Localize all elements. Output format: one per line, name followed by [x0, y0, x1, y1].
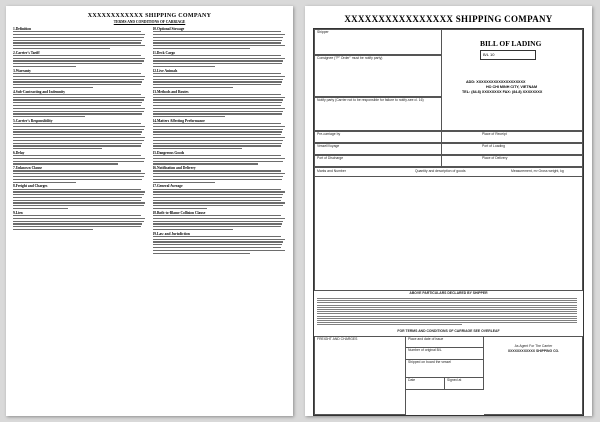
text-line — [153, 179, 282, 180]
text-line — [13, 87, 93, 88]
text-line — [13, 97, 145, 98]
port-of-discharge-box — [314, 155, 442, 167]
text-line — [13, 31, 141, 32]
text-line — [13, 200, 141, 201]
text-line — [153, 215, 281, 216]
text-line — [13, 223, 142, 224]
text-line — [153, 34, 285, 35]
shipper-box — [314, 29, 442, 55]
text-line — [153, 221, 284, 222]
bill-number-box — [480, 50, 536, 60]
bill-number: B/L 10 — [483, 52, 495, 57]
clause-heading: 15.Dangerous Goods — [152, 150, 185, 155]
text-line — [153, 218, 285, 219]
text-line — [153, 140, 284, 141]
text-line — [153, 108, 285, 109]
address-line-3: TEL: (84.8) XXXXXXXX FAX: (84.8) XXXXXXXX — [462, 90, 543, 94]
clause-heading: 5.Carrier's Responsibility — [13, 118, 53, 123]
text-line — [153, 48, 250, 49]
text-line — [153, 202, 285, 203]
fine-print-line — [317, 320, 577, 321]
text-line — [153, 247, 281, 248]
clause-heading: 6.Delay — [13, 150, 25, 155]
text-line — [13, 34, 145, 35]
text-line — [13, 202, 145, 203]
freight-box — [314, 336, 406, 415]
text-line — [13, 143, 142, 144]
text-line — [153, 40, 282, 41]
bill-of-lading-heading: BILL OF LADING — [480, 39, 542, 48]
text-line — [13, 140, 144, 141]
text-line — [153, 113, 282, 114]
text-line — [13, 73, 141, 74]
text-line — [153, 236, 281, 237]
text-line — [13, 205, 144, 206]
fine-print-line — [317, 313, 577, 314]
text-line — [13, 129, 144, 130]
address-line-2: HO CHI MINH CITY, VIETNAM — [486, 85, 538, 89]
text-line — [13, 170, 141, 171]
fine-print-line — [317, 318, 577, 319]
clause-heading: 16.Notification and Delivery — [152, 166, 196, 171]
clause-heading: 1.Definition — [13, 27, 32, 31]
place-date-box — [406, 336, 484, 348]
clause-heading: 3.Warranty — [13, 68, 31, 73]
text-line — [13, 116, 85, 117]
text-line — [153, 226, 281, 227]
text-line — [13, 126, 145, 127]
shipped-box — [406, 360, 484, 378]
text-line — [13, 161, 144, 162]
clause-heading: 13.Methods and Routes — [152, 89, 189, 94]
fine-print-line — [317, 305, 577, 306]
goods-header-row — [314, 167, 583, 177]
signed-box — [445, 378, 484, 390]
clause-heading: 18.Both-to-Blame Collision Clause — [152, 210, 206, 215]
fine-print-line — [317, 307, 577, 308]
text-line — [13, 155, 141, 156]
clause-heading: 9.Lien — [13, 210, 23, 215]
goods-body — [314, 177, 583, 291]
originals-label: Number of original B/L — [408, 348, 442, 352]
text-line — [13, 94, 141, 95]
text-line — [153, 191, 285, 192]
text-line — [13, 176, 144, 177]
place-of-delivery-label: Place of Delivery — [482, 156, 508, 160]
text-line — [13, 111, 144, 112]
text-line — [153, 111, 284, 112]
text-line — [13, 63, 142, 64]
text-line — [153, 143, 282, 144]
text-line — [153, 223, 282, 224]
text-line — [153, 84, 281, 85]
text-line — [153, 176, 284, 177]
port-of-loading-box — [442, 143, 583, 155]
consignee-label: Consignee ("P" Order" must be notify party) — [317, 56, 383, 60]
text-line — [13, 197, 142, 198]
pre-carriage-label: Pre-carriage by — [317, 132, 341, 136]
clause-heading: 7.Unknown Clause — [13, 166, 42, 171]
place-of-delivery-box — [442, 155, 583, 167]
text-line — [153, 239, 285, 240]
clause-heading: 2.Carrier's Tariff — [13, 50, 40, 55]
terms-page — [6, 6, 293, 416]
text-line — [153, 229, 233, 230]
text-line — [153, 102, 282, 103]
text-line — [153, 173, 285, 174]
signed-label: Signed at — [447, 378, 462, 382]
clause-heading: 10.Optional Stowage — [152, 27, 185, 31]
text-line — [153, 250, 285, 251]
text-line — [13, 79, 144, 80]
vessel-label: Vessel/Voyage — [317, 144, 340, 148]
address-line-1: ADD: XXXXXXXXXXXXXXXXXXXX — [466, 80, 526, 84]
place-of-receipt-box — [442, 131, 583, 143]
particulars-caption: ABOVE PARTICULARS DECLARED BY SHIPPER — [409, 291, 488, 295]
text-line — [13, 37, 144, 38]
text-line — [153, 81, 282, 82]
text-line — [153, 116, 225, 117]
text-line — [13, 113, 142, 114]
port-of-discharge-label: Port of Discharge — [317, 156, 344, 160]
shipper-label: Shipper — [317, 30, 329, 34]
text-line — [153, 105, 281, 106]
text-line — [13, 158, 145, 159]
text-line — [153, 31, 281, 32]
text-line — [153, 58, 285, 59]
text-line — [13, 229, 93, 230]
bill-form — [313, 28, 584, 416]
text-line — [153, 134, 281, 135]
date-box — [406, 378, 445, 390]
agent-name: XXXXXXXXXXXX SHIPPING CO. — [507, 349, 560, 353]
quantity-label: Quantity and description of goods — [415, 169, 466, 173]
text-line — [13, 145, 141, 146]
text-line — [153, 99, 284, 100]
text-line — [153, 63, 282, 64]
text-line — [153, 200, 281, 201]
text-line — [153, 126, 285, 127]
text-line — [153, 197, 282, 198]
text-line — [153, 182, 216, 183]
text-line — [13, 173, 145, 174]
signature-box — [484, 336, 583, 415]
fine-print-line — [317, 298, 577, 299]
clause-heading: 4.Sub-Contracting and Indemnity — [13, 89, 66, 94]
text-line — [13, 163, 118, 164]
text-line — [13, 108, 145, 109]
terms-subtitle: TERMS AND CONDITIONS OF CARRIAGE — [113, 20, 186, 24]
text-line — [153, 205, 284, 206]
text-line — [153, 79, 284, 80]
clause-heading: 17.General Average — [152, 184, 183, 189]
fine-print-line — [317, 322, 577, 323]
text-line — [153, 194, 284, 195]
marks-label: Marks and Number — [317, 169, 346, 173]
clause-heading: 19.Law and Jurisdiction — [152, 231, 190, 236]
text-line — [13, 208, 68, 209]
text-line — [13, 226, 141, 227]
terms-column-right — [153, 26, 287, 412]
text-line — [153, 123, 281, 124]
text-line — [153, 129, 284, 130]
text-line — [153, 42, 281, 43]
text-line — [13, 99, 144, 100]
text-line — [13, 182, 76, 183]
text-line — [153, 161, 284, 162]
text-line — [153, 189, 281, 190]
consignee-box — [314, 55, 442, 97]
date-label: Date — [408, 378, 416, 382]
text-line — [153, 87, 233, 88]
fine-print-line — [317, 316, 577, 317]
terms-title: XXXXXXXXXXXX SHIPPING COMPANY — [87, 13, 212, 19]
text-line — [13, 123, 141, 124]
fine-print-line — [317, 302, 577, 303]
text-line — [13, 76, 145, 77]
clause-heading: 8.Freight and Charges — [13, 184, 48, 189]
text-line — [13, 134, 141, 135]
fine-print-line — [317, 324, 462, 325]
text-line — [153, 94, 281, 95]
text-line — [13, 45, 145, 46]
receipt-fine-print — [317, 298, 580, 328]
text-line — [153, 208, 208, 209]
text-line — [13, 191, 145, 192]
fine-print-line — [317, 311, 577, 312]
text-line — [153, 137, 285, 138]
pre-carriage-box — [314, 131, 442, 143]
conditions-caption: FOR TERMS AND CONDITIONS OF CARRIAGE SEE OVERLEAF — [397, 329, 500, 333]
text-line — [13, 215, 141, 216]
shipped-label: Shipped on board the vessel — [408, 360, 451, 364]
text-line — [153, 73, 281, 74]
place-of-receipt-label: Place of Receipt — [482, 132, 507, 136]
vessel-box — [314, 143, 442, 155]
text-line — [13, 194, 144, 195]
bill-header-area — [442, 29, 583, 131]
text-line — [13, 148, 102, 149]
clause-heading: 11.Deck Cargo — [152, 50, 176, 55]
freight-label: FREIGHT AND CHARGES — [317, 337, 358, 341]
text-line — [13, 189, 141, 190]
bill-company-title: XXXXXXXXXXXXXXXX SHIPPING COMPANY — [344, 14, 553, 24]
text-line — [153, 253, 250, 254]
notify-box — [314, 97, 442, 131]
text-line — [153, 163, 258, 164]
text-line — [13, 105, 141, 106]
text-line — [153, 148, 242, 149]
text-line — [153, 66, 216, 67]
text-line — [13, 48, 110, 49]
text-line — [13, 66, 76, 67]
text-line — [153, 45, 285, 46]
text-line — [13, 137, 145, 138]
text-line — [13, 131, 142, 132]
text-line — [153, 241, 284, 242]
text-line — [13, 218, 145, 219]
text-line — [13, 58, 145, 59]
agent-label: As Agent For The Carrier — [514, 344, 553, 348]
place-date-label: Place and date of issue — [408, 337, 444, 341]
text-line — [153, 55, 281, 56]
text-line — [13, 60, 144, 61]
text-line — [13, 179, 142, 180]
text-line — [13, 55, 141, 56]
text-line — [153, 155, 281, 156]
port-of-loading-label: Port of Loading — [482, 144, 505, 148]
text-line — [13, 42, 141, 43]
fine-print-line — [317, 309, 577, 310]
originals-box — [406, 348, 484, 360]
text-line — [153, 170, 281, 171]
text-line — [153, 158, 285, 159]
text-line — [13, 221, 144, 222]
text-line — [153, 145, 281, 146]
text-line — [153, 97, 285, 98]
bill-of-lading-page — [305, 6, 592, 416]
text-line — [13, 40, 142, 41]
measurement-label: Measurement, m³ Gross weight, kg — [511, 169, 564, 173]
fine-print-line — [317, 300, 577, 301]
clause-heading: 12.Live Animals — [152, 68, 178, 73]
notify-label: Notify party (Carrier not to be responsible for failure to notify-see cl. 16) — [317, 98, 424, 102]
clause-heading: 14.Matters Affecting Performance — [152, 118, 205, 123]
text-line — [13, 84, 141, 85]
text-line — [153, 131, 282, 132]
text-line — [13, 102, 142, 103]
text-line — [153, 37, 284, 38]
text-line — [153, 60, 284, 61]
text-line — [13, 81, 142, 82]
terms-column-left — [13, 26, 147, 412]
text-line — [153, 244, 282, 245]
text-line — [153, 76, 285, 77]
